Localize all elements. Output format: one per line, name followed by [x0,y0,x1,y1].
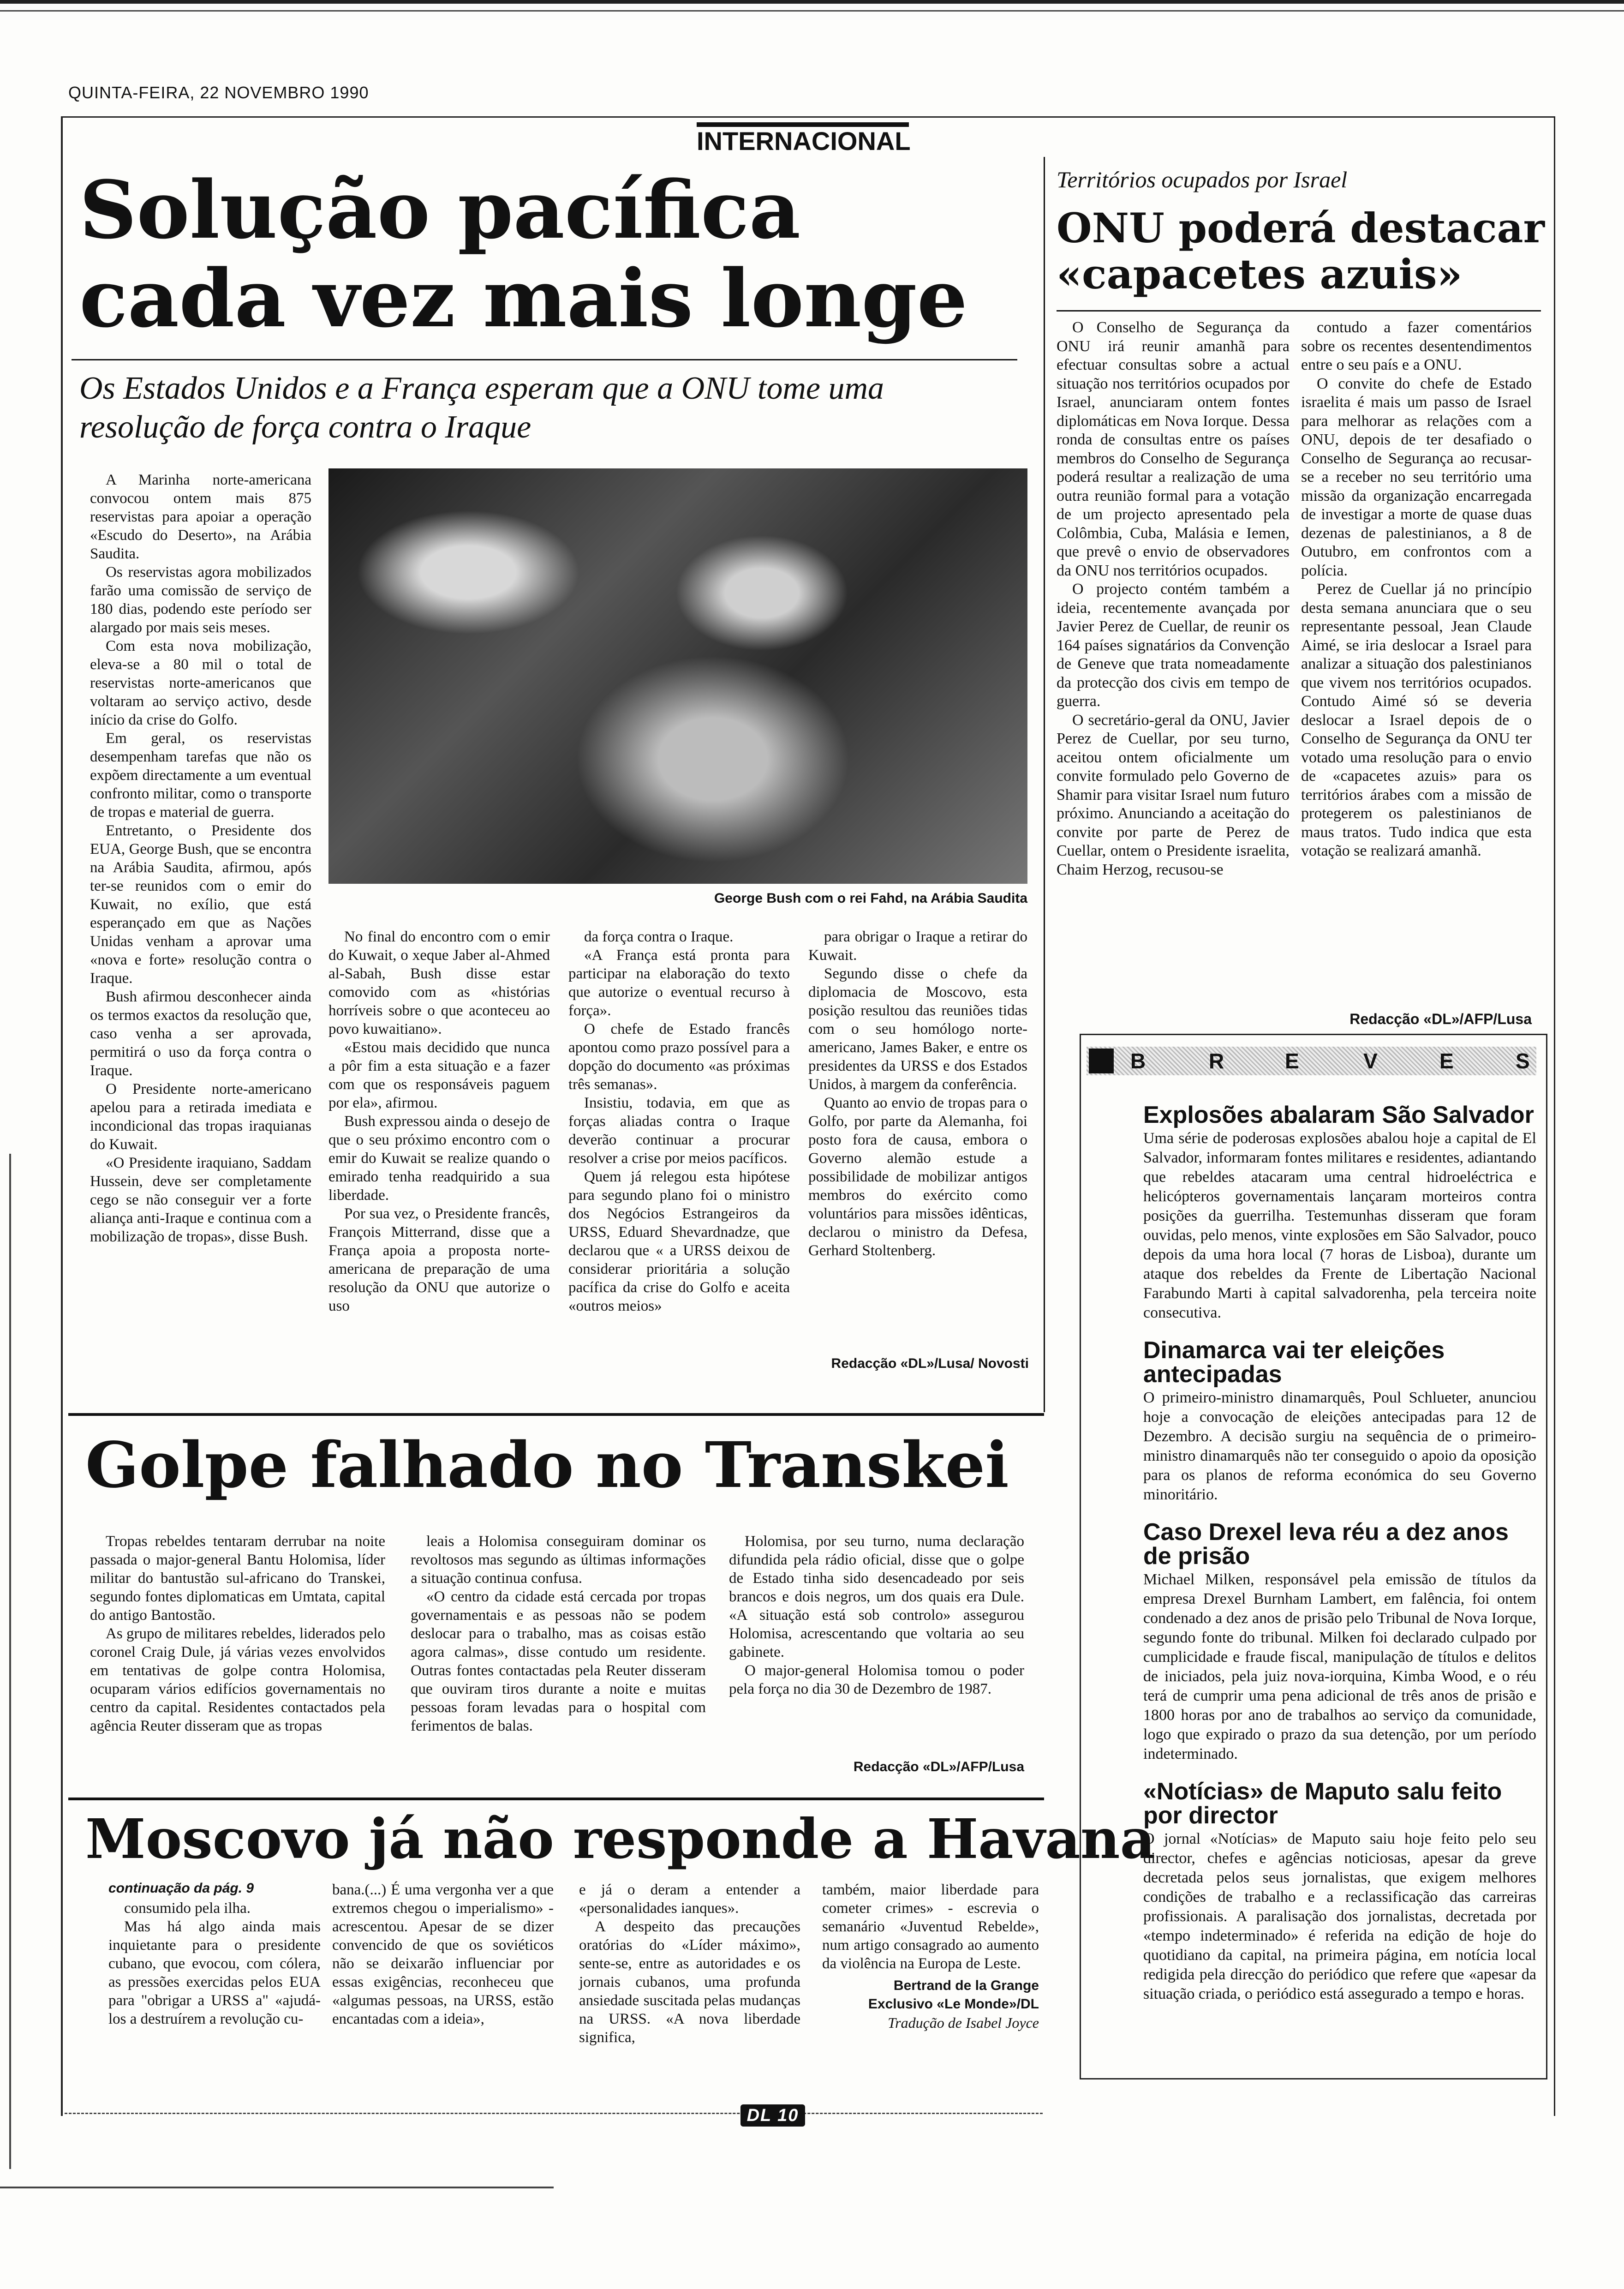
onu-rule [1057,310,1541,312]
moscovo-col-1 [108,1899,321,2028]
main-headline-line1: Solução pacífica [79,163,801,257]
moscovo-col1-para: consumido pela ilha. [124,1900,251,1917]
column-divider [1044,157,1045,1412]
onu-headline-line1: ONU poderá destacar [1057,204,1545,252]
moscovo-col3-para: e já o deram a entender a «personalidades ianques». [579,1882,800,1917]
brief-body: Uma série de poderosas explosões abalou hoje a capital de El Salvador, informaram fontes militares e residentes, adiantando que rebeldes atacaram uma central hidroeléctrica e helicópteros governamentais lançaram morteiros contra posições da guerrilha. Testemunhas disseram que foram ouvidas, pelo menos, vinte explosões em São Salvador, pouco depois da uma hora local (7 horas de Lisboa), durante um ataque dos rebeldes da Frente de Libertação Nacional Farabundo Marti à capital salvadorenha, pela terceira noite consecutiva. [1143,1130,1536,1321]
main-col1-para: «O Presidente iraquiano, Saddam Hussein, deve ser completamente cego se não conseguir ver a forte aliança anti-Iraque e continua com a mobilização de tropas», disse Bush. [90,1155,311,1245]
top-rule-thin [0,10,1624,12]
main-col3-para: Insistiu, todavia, em que as forças aliadas contra o Iraque deverão continuar a procurar resolver a crise por meios pacíficos. [568,1095,790,1167]
breves-letter: S [1516,1049,1530,1073]
main-col1-para: Entretanto, o Presidente dos EUA, George Bush, que se encontra na Arábia Saudita, afirmou, após ter-se reunidos com o emir do Kuwait, no exílio, que está esperançado em que as Nações Unidas venham a aprovar uma «nova e forte» resolução contra o Iraque. [90,822,311,987]
brief-body: Michael Milken, responsável pela emissão de títulos da empresa Drexel Burnham Lambert, em falência, foi ontem condenado a dez anos de prisão pelo Tribunal de Nova Iorque, segundo fonte do tribunal. Milken foi declarado culpado por cumplicidade e fraude fiscal, manipulação de títulos e delitos de iniciados, pela juiz nova-iorquina, Kimba Wood, e o réu terá de cumprir uma pena adicional de três anos de prisão e 1800 horas por ano de trabalhos ao serviço da comunidade, logo que expirado o prazo da sua detenção, por um período indeterminado. [1143,1571,1536,1762]
breves-letter: B [1130,1049,1146,1073]
transkei-col2-para: leais a Holomisa conseguiram dominar os revoltosos mas segundo as últimas informações a situação continua confusa. [411,1533,706,1587]
transkei-col1-para: Tropas rebeldes tentaram derrubar na noite passada o major-general Bantu Holomisa, líder militar do bantustão sul-africano do Transkei, segundo fontes diplomaticas em Umtata, capital do antigo Bantostão. [90,1533,385,1624]
main-col-1 [90,471,311,1246]
transkei-credit: Redacção «DL»/AFP/Lusa [853,1759,1024,1774]
moscovo-col2-para: bana.(...) É uma vergonha ver a que extremos chegou o imperialismo» - acrescentou. Apesar de se dizer convencido de que os soviéticos não se deixarão influenciar por essas exigências, reconheceu que «algumas pessoas, na URSS, estão encantadas com a ideia», [332,1882,554,2027]
footer-logo [740,2104,805,2127]
transkei-col3-para: Holomisa, por seu turno, numa declaração difundida pela rádio oficial, disse que o golpe de Estado tinha sido desencadeado por seis brancos e dois negros, um dos quais era Dule. «A situação está sob controlo» assegurou Holomisa, acrescentando que voltaria ao seu gabinete. [729,1533,1024,1660]
section-tag: INTERNACIONAL [697,122,909,159]
main-photo-caption: George Bush com o rei Fahd, na Arábia Saudita [714,891,1027,906]
main-headline-line2: cada vez mais longe [79,252,968,345]
main-col1-para: Com esta nova mobilização, eleva-se a 80 mil o total de reservistas norte-americanos que voltaram ao serviço activo, desde início da crise do Golfo. [90,638,311,728]
moscovo-credit-author: Bertrand de la Grange [893,1978,1039,1993]
moscovo-headline: Moscovo já não responde a Havana [85,1807,1156,1871]
moscovo-continuation: continuação da pág. 9 [108,1881,254,1896]
footer-logo-text: DL 10 [746,2106,799,2125]
brief-title: Dinamarca vai ter eleições antecipadas [1143,1337,1445,1388]
transkei-col-3 [729,1532,1024,1698]
transkei-col1-para: As grupo de militares rebeldes, liderados pelo coronel Craig Dule, já várias vezes envolvidos em tentativas de golpe contra Holomisa, ocuparam vários edifícios governamentais no centro da capital. Residentes contactados pela agência Reuter disseram que as tropas [90,1625,385,1734]
main-col1-para: Os reservistas agora mobilizados farão uma comissão de serviço de 180 dias, podendo este período ser alargado por mais seis meses. [90,564,311,636]
moscovo-top-rule [68,1798,1044,1800]
breves-letter: E [1285,1049,1299,1073]
moscovo-col4-para: também, maior liberdade para cometer crimes» - escrevia o semanário «Juventud Rebelde», num artigo consagrado ao aumento da violência na Europa de Leste. [822,1882,1039,1972]
onu-col-1 [1057,318,1290,879]
onu-kicker: Territórios ocupados por Israel [1057,167,1348,192]
moscovo-col-4 [822,1881,1039,2032]
transkei-headline: Golpe falhado no Transkei [85,1428,1009,1502]
transkei-col-1 [90,1532,385,1735]
issue-date: QUINTA-FEIRA, 22 NOVEMBRO 1990 [68,83,369,102]
breves-list [1143,1103,1536,2019]
moscovo-col3-para: A despeito das precauções oratórias do «Líder máximo», sente-se, entre as autoridades e os jornais cubanos, uma profunda ansiedade suscitada pelas mudanças na URSS. «A nova liberdade significa, [579,1918,800,2046]
brief-title: «Notícias» de Maputo salu feito por director [1143,1778,1502,1829]
brief-item [1143,1780,1536,2004]
left-scan-edge [9,1154,11,2169]
onu-col1-para: O Conselho de Segurança da ONU irá reunir amanhã para efectuar consultas sobre a actual situação nos territórios ocupados por Israel, anunciaram ontem fontes diplomáticas em Nova Iorque. Dessa ronda de consultas entre os países membros do Conselho de Segurança poderá resultar a realização de uma outra reunião formal para a votação de um projecto apresentado pela Colômbia, Cuba, Malásia e Iemen, que prevê o envio de observadores da ONU nos territórios ocupados. [1057,319,1290,579]
onu-col-2 [1301,318,1532,861]
brief-item [1143,1338,1536,1504]
main-col-4 [808,928,1027,1260]
onu-credit: Redacção «DL»/AFP/Lusa [1349,1011,1532,1027]
transkei-col2-para: «O centro da cidade está cercada por tropas governamentais e as pessoas não se podem deslocar para o trabalho, mas as coisas estão agora calmas», disse contudo um residente. Outras fontes contactadas pela Reuter disseram que ouviram tiros durante a noite e muitas pessoas foram levadas para o hospital com ferimentos de balas. [411,1588,706,1734]
main-subhead: Os Estados Unidos e a França esperam que a ONU tome uma resolução de força contra o Iraque [79,371,884,445]
top-rule [0,0,1624,4]
main-col4-para: Segundo disse o chefe da diplomacia de Moscovo, esta posição resultou das reuniões tidas com o seu homólogo norte-americano, James Baker, e entre os presidentes da URSS e dos Estados Unidos, à margem da conferência. [808,965,1027,1093]
main-col3-para: «A França está pronta para participar na elaboração do texto que autorize o eventual recurso à força». [568,947,790,1019]
breves-letter: E [1439,1049,1454,1073]
onu-col1-para: O projecto contém também a ideia, recentemente avançada por Javier Perez de Cuellar, de reunir os 164 países signatários da Convenção de Geneve que trata nomeadamente da protecção dos civis em tempo de guerra. [1057,581,1290,710]
main-col-2 [328,928,550,1315]
main-col1-para: O Presidente norte-americano apelou para a retirada imediata e incondicional das tropas iraquianas do Kuwait. [90,1081,311,1153]
brief-item [1143,1520,1536,1764]
brief-item [1143,1103,1536,1323]
onu-headline-line2: «capacetes azuis» [1057,250,1463,298]
onu-col2-para: O convite do chefe de Estado israelita é mais um passo de Israel para melhorar as relações com a ONU, depois de ter desafiado o Conselho de Segurança ao recusar-se a receber no seu território uma missão da organização encarregada de investigar a morte de quase duas dezenas de palestinianos, a 8 de Outubro, em confrontos com a polícia. [1301,375,1532,579]
main-col3-para: O chefe de Estado francês apontou como prazo possível para a dopção do documento «as próximas três semanas». [568,1021,790,1093]
onu-col1-para: O secretário-geral da ONU, Javier Perez de Cuellar, por seu turno, aceitou ontem oficialmente um convite formulado pelo Governo de Shamir para visitar Israel num futuro próximo. Anunciando a aceitação do convite por parte de Perez de Cuellar, ontem o Presidente israelita, Chaim Herzog, recusou-se [1057,711,1290,878]
brief-body: O jornal «Notícias» de Maputo saiu hoje feito pelo seu director, chefes e agências noticiosas, apesar da greve decretada pelos seus jornalistas, que exigem melhores condições de trabalho e a reclassificação das carreiras profissionais. A paralisação dos jornalistas, decretada por «tempo indeterminado» é referida na edição de hoje do quotidiano da capital, na primeira página, em notícia local redigida pela direcção do periódico que refere que «apesar da situação criada, o periódico está assegurado a tempo e horas. [1143,1830,1536,2002]
transkei-top-rule [68,1413,1044,1416]
moscovo-col1-para: Mas há algo ainda mais inquietante para o presidente cubano, que evocou, com cólera, as pressões exercidas pelos EUA para "obrigar a URSS a" «ajudá-los a destruírem a revolução cu- [108,1918,321,2027]
main-col2-para: «Estou mais decidido que nunca a pôr fim a esta situação e a fazer com que os responsáveis paguem por ela», afirmou. [328,1039,550,1111]
bottom-dashed-rule [65,2113,1043,2114]
transkei-col3-para: O major-general Holomisa tomou o poder pela força no dia 30 de Dezembro de 1987. [729,1662,1024,1697]
moscovo-col-3 [579,1881,800,2047]
breves-letter: R [1209,1049,1224,1073]
main-col-3 [568,928,790,1315]
breves-banner-block-icon [1089,1049,1114,1073]
main-subhead-rule [72,359,1017,360]
brief-title: Caso Drexel leva réu a dez anos de prisão [1143,1519,1509,1570]
main-col1-para: Bush afirmou desconhecer ainda os termos exactos da resolução que, caso venha a ser aprovada, permitirá o uso da força contra o Iraque. [90,989,311,1079]
main-photo [328,468,1027,884]
brief-body: O primeiro-ministro dinamarquês, Poul Schlueter, anunciou hoje a convocação de eleições antecipadas para 12 de Dezembro. A decisão surgiu na sequência de o primeiro-ministro dinamarquês não ter conseguido o apoio da oposição para os planos de reforma económica do seu Governo minoritário. [1143,1389,1536,1503]
transkei-col-2 [411,1532,706,1735]
main-col2-para: Por sua vez, o Presidente francês, François Mitterrand, disse que a França apoia a proposta norte-americana de preparação de uma resolução da ONU que autorize o uso [328,1205,550,1314]
moscovo-credit-source: Exclusivo «Le Monde»/DL [868,1996,1039,2012]
breves-banner [1087,1047,1536,1075]
breves-letter: V [1363,1049,1378,1073]
onu-col2-para: Perez de Cuellar já no princípio desta semana anunciara que o seu representante pessoal, Jean Claude Aimé, se iria deslocar a Israel para analizar a situação dos palestinianos que vivem nos territórios ocupados. Contudo Aimé só se deveria deslocar a Israel depois de o Conselho de Segurança da ONU ter votado uma resolução para o envio de «capacetes azuis» para os territórios árabes com a missão de protegerem os palestinianos de maus tratos. Tudo indica que esta votação se realizará amanhã. [1301,581,1532,859]
moscovo-col-2 [332,1881,554,2028]
main-col1-para: A Marinha norte-americana convocou ontem mais 875 reservistas para apoiar a operação «Escudo do Deserto», na Arábia Saudita. [90,472,311,562]
onu-col2-para: contudo a fazer comentários sobre os recentes desentendimentos entre o seu país e a ONU. [1301,319,1532,373]
main-col4-para: Quanto ao envio de tropas para o Golfo, por parte da Alemanha, foi posto fora de causa, embora o Governo alemão estude a possibilidade de mobilizar antigos membros do exército como voluntários para missões idênticas, declarou o ministro da Defesa, Gerhard Stoltenberg. [808,1095,1027,1259]
main-col2-para: Bush expressou ainda o desejo de que o seu próximo encontro com o emir do Kuwait se realize quando o emirado tenha readquirido a sua liberdade. [328,1113,550,1204]
brief-title: Explosões abalaram São Salvador [1143,1102,1534,1128]
main-col2-para: No final do encontro com o emir do Kuwait, o xeque Jaber al-Ahmed al-Sabah, Bush disse estar comovido com as «histórias horríveis sobre o que aconteceu ao povo kuwaitiano». [328,929,550,1037]
main-col3-para: da força contra o Iraque. [584,929,734,945]
bottom-scan-rule [0,2187,554,2188]
moscovo-credit-translation: Tradução de Isabel Joyce [888,2014,1039,2031]
main-col1-para: Em geral, os reservistas desempenham tarefas que não os expõem directamente a um eventual confronto militar, como o transporte de tropas e material de guerra. [90,730,311,821]
main-col3-para: Quem já relegou esta hipótese para segundo plano foi o ministro dos Negócios Estrangeiros da URSS, Eduard Shevardnadze, que declarou que « a URSS deixou de considerar prioritária a solução pacífica da crise do Golfo e aceita «outros meios» [568,1168,790,1314]
main-col4-para: para obrigar o Iraque a retirar do Kuwait. [808,929,1027,964]
main-credit: Redacção «DL»/Lusa/ Novosti [831,1356,1029,1371]
